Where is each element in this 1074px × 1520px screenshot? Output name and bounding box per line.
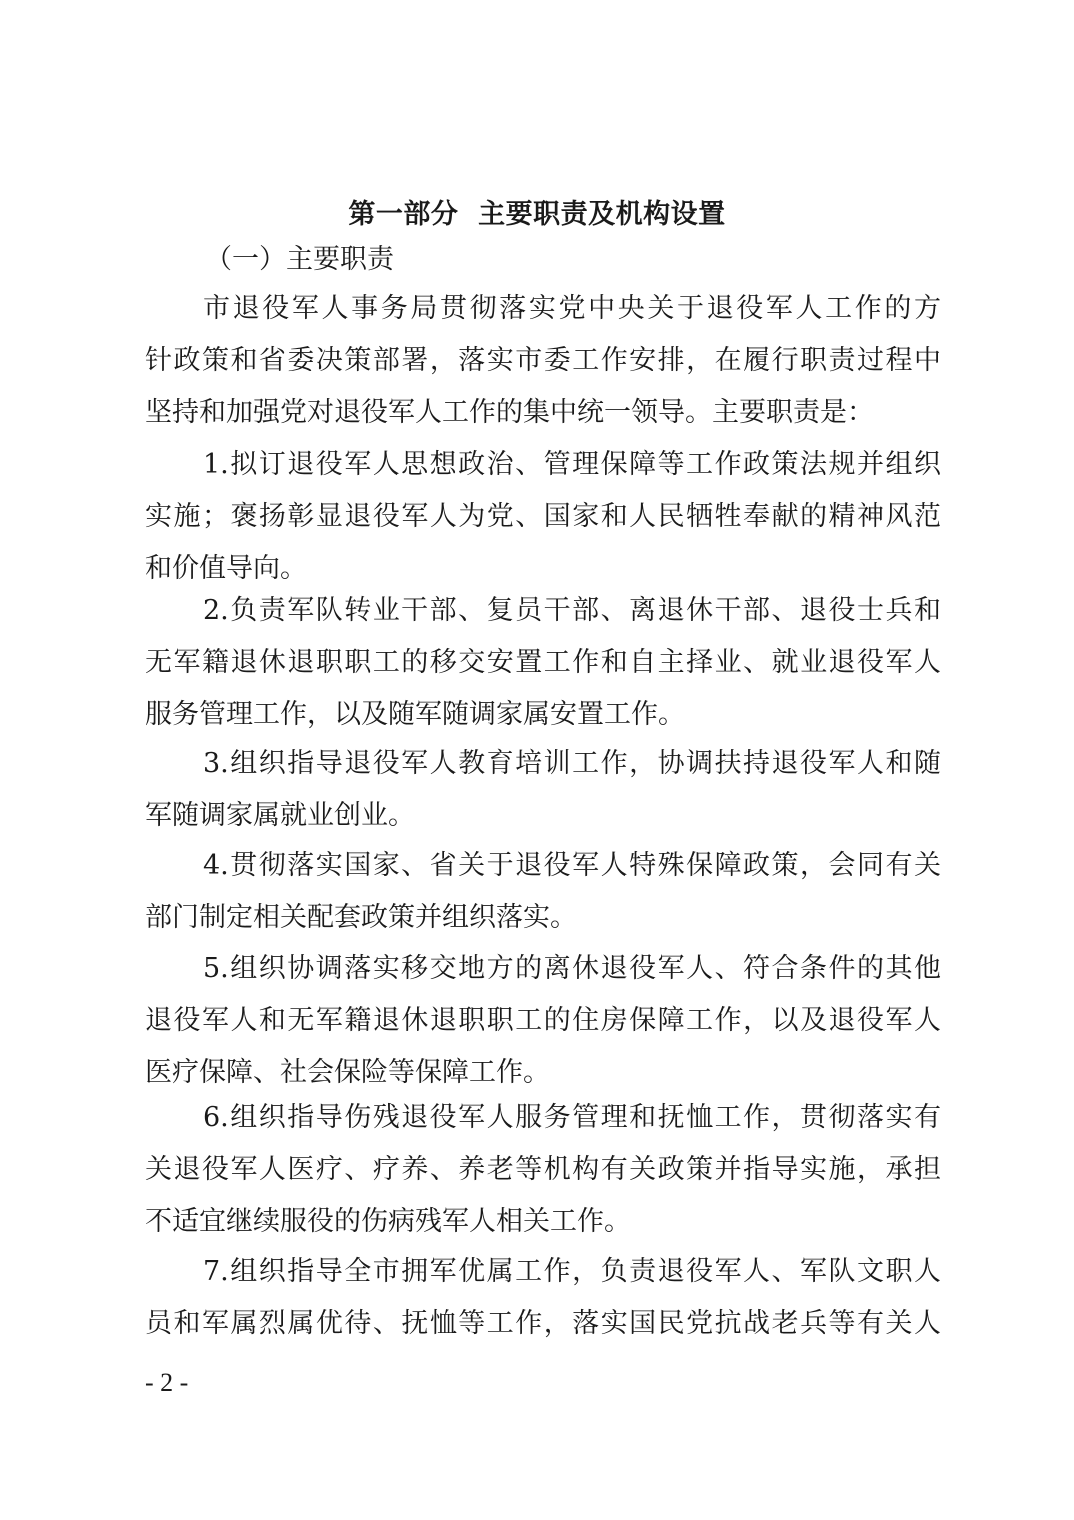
page-number: - 2 - (145, 1368, 189, 1397)
paragraph-line: 1.拟订退役军人思想政治、管理保障等工作政策法规并组织 (203, 449, 941, 480)
paragraph-line: 实施；褒扬彰显退役军人为党、国家和人民牺牲奉献的精神风范 (145, 501, 941, 532)
paragraph-line: 医疗保障、社会保险等保障工作。 (145, 1057, 550, 1088)
paragraph-line: 无军籍退休退职职工的移交安置工作和自主择业、就业退役军人 (145, 647, 941, 678)
paragraph (145, 943, 941, 1099)
paragraph-line: 军随调家属就业创业。 (145, 800, 415, 831)
section-heading: （一）主要职责 (205, 244, 394, 275)
paragraph (145, 738, 941, 842)
paragraph-line: 2.负责军队转业干部、复员干部、离退休干部、退役士兵和 (203, 595, 941, 626)
paragraph-line: 不适宜继续服役的伤病残军人相关工作。 (145, 1206, 631, 1237)
paragraph (145, 840, 941, 944)
paragraph-line: 市退役军人事务局贯彻落实党中央关于退役军人工作的方 (203, 293, 941, 324)
paragraph-line: 和价值导向。 (145, 553, 307, 584)
paragraph (145, 585, 941, 741)
paragraph-line: 服务管理工作，以及随军随调家属安置工作。 (145, 699, 685, 730)
paragraph-line: 6.组织指导伤残退役军人服务管理和抚恤工作，贯彻落实有 (203, 1102, 941, 1133)
paragraph (145, 1246, 941, 1350)
paragraph-line: 部门制定相关配套政策并组织落实。 (145, 902, 577, 933)
paragraph-line: 员和军属烈属优待、抚恤等工作，落实国民党抗战老兵等有关人 (145, 1308, 941, 1339)
paragraph-line: 7.组织指导全市拥军优属工作，负责退役军人、军队文职人 (203, 1256, 941, 1287)
paragraph-line: 5.组织协调落实移交地方的离休退役军人、符合条件的其他 (203, 953, 941, 984)
paragraph-line: 3.组织指导退役军人教育培训工作，协调扶持退役军人和随 (203, 748, 941, 779)
page-title: 第一部分 主要职责及机构设置 (348, 199, 726, 230)
paragraph-line: 4.贯彻落实国家、省关于退役军人特殊保障政策，会同有关 (203, 850, 941, 881)
paragraph-line: 退役军人和无军籍退休退职职工的住房保障工作，以及退役军人 (145, 1005, 941, 1036)
paragraph (145, 439, 941, 595)
paragraph-line: 坚持和加强党对退役军人工作的集中统一领导。主要职责是： (145, 397, 874, 428)
paragraph (145, 283, 941, 439)
paragraph-line: 关退役军人医疗、疗养、养老等机构有关政策并指导实施，承担 (145, 1154, 941, 1185)
paragraph-line: 针政策和省委决策部署，落实市委工作安排，在履行职责过程中 (145, 345, 941, 376)
paragraph (145, 1092, 941, 1248)
